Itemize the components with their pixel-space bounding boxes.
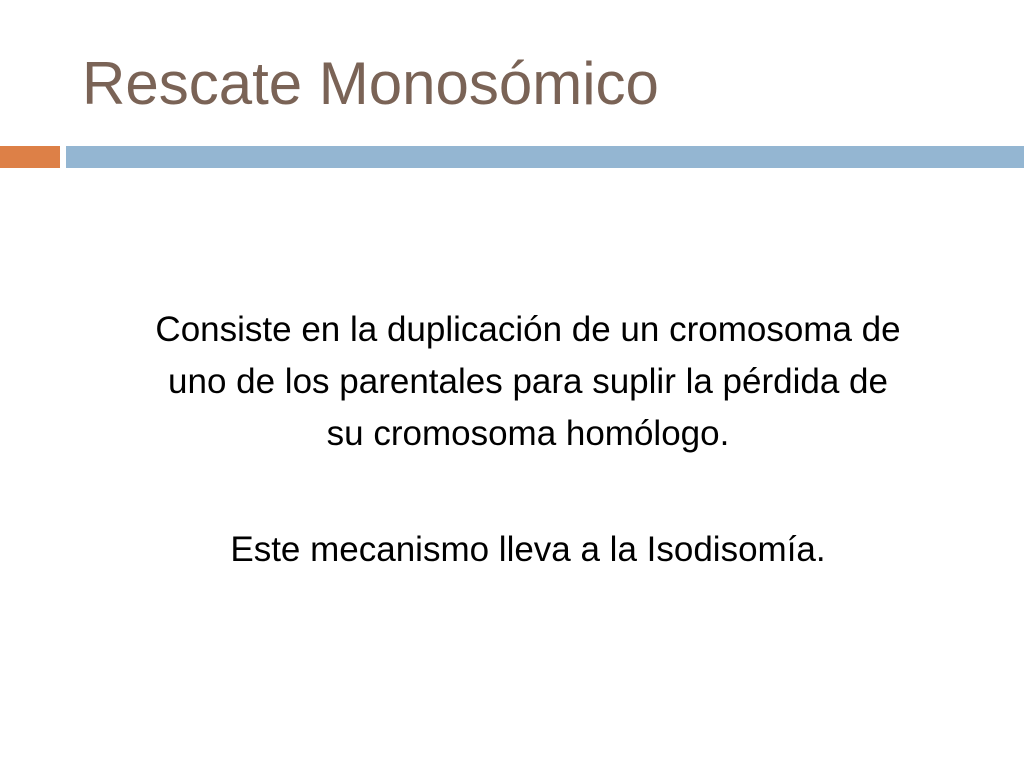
definition-paragraph bbox=[40, 304, 1016, 460]
definition-line-2: uno de los parentales para suplir la pérdida de bbox=[168, 362, 888, 401]
consequence-paragraph: Este mecanismo lleva a la Isodisomía. bbox=[230, 530, 826, 569]
slide-title: Rescate Monosómico bbox=[82, 50, 659, 117]
definition-line-3: su cromosoma homólogo. bbox=[326, 414, 730, 453]
definition-line-1: Consiste en la duplicación de un cromosoma de bbox=[155, 310, 901, 349]
title-rule-accent-orange bbox=[0, 146, 60, 168]
title-rule-accent-blue bbox=[66, 146, 1024, 168]
